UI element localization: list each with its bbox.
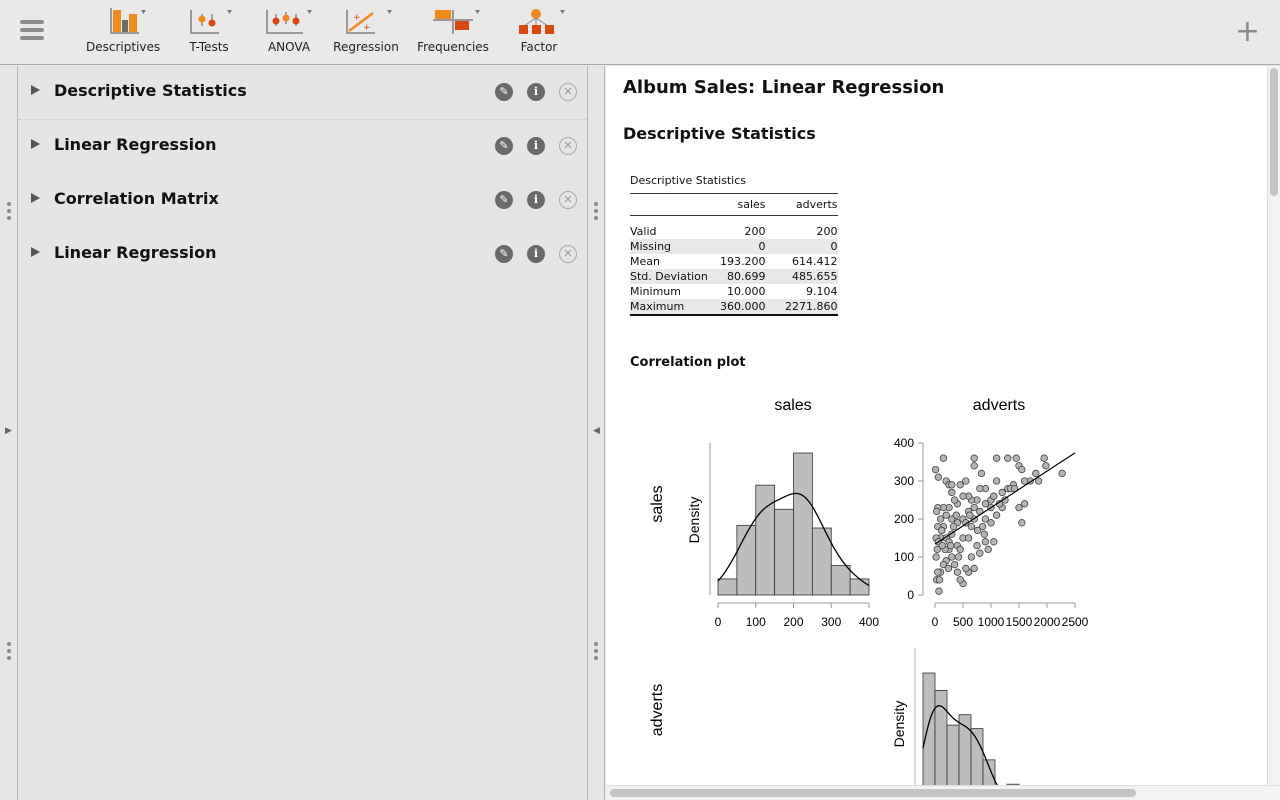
close-icon[interactable]: ✕ bbox=[559, 245, 577, 263]
analysis-title[interactable]: Linear Regression bbox=[54, 243, 217, 262]
scatter-point bbox=[991, 539, 998, 546]
close-icon[interactable]: ✕ bbox=[559, 83, 577, 101]
scatter-point bbox=[985, 546, 992, 553]
histogram-bar bbox=[983, 760, 995, 785]
scatter-point bbox=[957, 577, 964, 584]
scatter-point bbox=[936, 577, 943, 584]
descriptives-button[interactable]: Descriptives bbox=[86, 6, 160, 54]
analysis-item[interactable] bbox=[19, 66, 587, 120]
expand-triangle-icon[interactable] bbox=[31, 85, 40, 95]
histogram-bar bbox=[794, 453, 813, 595]
scatter-point bbox=[949, 482, 956, 489]
regression-button[interactable]: + + Regression bbox=[333, 6, 399, 54]
scatter-point bbox=[939, 542, 946, 549]
histogram-bar bbox=[775, 509, 794, 595]
histogram-bar bbox=[935, 690, 947, 785]
y-tick-label: 200 bbox=[893, 512, 914, 526]
analysis-title[interactable]: Descriptive Statistics bbox=[54, 81, 247, 100]
scatter-point bbox=[940, 455, 947, 462]
histogram-bar bbox=[959, 715, 971, 785]
column-header: sales bbox=[710, 194, 766, 216]
x-tick-label: 2500 bbox=[1061, 615, 1089, 629]
scatter-point bbox=[974, 542, 981, 549]
scatter-point bbox=[963, 478, 970, 485]
row-title: adverts bbox=[649, 683, 666, 737]
scatter-point bbox=[953, 512, 960, 519]
analysis-title[interactable]: Correlation Matrix bbox=[54, 189, 219, 208]
close-icon[interactable]: ✕ bbox=[559, 137, 577, 155]
scatter-point bbox=[988, 520, 995, 527]
table-cell: Minimum bbox=[630, 285, 681, 298]
scatter-point bbox=[933, 508, 940, 515]
factor-icon bbox=[510, 6, 568, 36]
table-cell: Missing bbox=[630, 239, 710, 254]
table-cell: 200 bbox=[744, 225, 766, 238]
scatter-point bbox=[955, 554, 962, 561]
x-tick-label: 1500 bbox=[1005, 615, 1033, 629]
edit-icon[interactable]: ✎ bbox=[495, 245, 513, 263]
info-icon[interactable]: i bbox=[527, 191, 545, 209]
scatter-point bbox=[1019, 466, 1026, 473]
bar-chart-icon bbox=[97, 6, 149, 36]
anova-button[interactable]: ANOVA bbox=[263, 6, 315, 54]
scatter-point bbox=[954, 569, 961, 576]
analysis-item[interactable] bbox=[19, 228, 587, 282]
toolbar bbox=[0, 0, 1280, 65]
panel-splitter[interactable] bbox=[589, 66, 605, 800]
section-heading: Descriptive Statistics bbox=[623, 124, 816, 143]
scatter-point bbox=[966, 512, 973, 519]
x-tick-label: 1000 bbox=[977, 615, 1005, 629]
svg-text:+: + bbox=[363, 23, 371, 33]
expand-arrow-icon[interactable]: ▶ bbox=[5, 426, 12, 436]
x-tick-label: 300 bbox=[821, 615, 842, 629]
scatter-point bbox=[949, 489, 956, 496]
table-cell: 2271.860 bbox=[766, 299, 838, 315]
table-cell: 0 bbox=[766, 239, 838, 254]
scatter-point bbox=[978, 470, 985, 477]
y-axis-label: Density bbox=[686, 496, 702, 544]
info-icon[interactable]: i bbox=[527, 137, 545, 155]
expand-triangle-icon[interactable] bbox=[31, 247, 40, 257]
scatter-point bbox=[938, 527, 945, 534]
histogram-bar bbox=[756, 485, 775, 595]
analysis-item[interactable] bbox=[19, 174, 587, 228]
scatter-point bbox=[1005, 455, 1012, 462]
table-cell: 80.699 bbox=[710, 269, 766, 284]
scatter-point bbox=[957, 546, 964, 553]
table-cell: 614.412 bbox=[792, 255, 838, 268]
scatter-point bbox=[999, 489, 1006, 496]
analysis-title[interactable]: Linear Regression bbox=[54, 135, 217, 154]
y-tick-label: 100 bbox=[893, 550, 914, 564]
x-tick-label: 100 bbox=[745, 615, 766, 629]
scatter-point bbox=[936, 588, 943, 595]
frequencies-icon bbox=[417, 6, 489, 36]
table-cell: 200 bbox=[816, 225, 838, 238]
anova-icon bbox=[263, 6, 315, 36]
x-tick-label: 200 bbox=[783, 615, 804, 629]
scatter-point bbox=[971, 463, 978, 470]
scatter-point bbox=[974, 527, 981, 534]
histogram-bar bbox=[737, 525, 756, 595]
t-tests-button[interactable]: T-Tests bbox=[183, 6, 235, 54]
results-title: Album Sales: Linear Regression bbox=[623, 77, 945, 98]
scatter-point bbox=[951, 561, 958, 568]
scatter-point bbox=[945, 565, 952, 572]
scatter-point bbox=[1021, 501, 1028, 508]
analyses-panel bbox=[19, 66, 588, 800]
table-cell: Mean bbox=[630, 255, 660, 268]
hamburger-icon[interactable] bbox=[20, 20, 44, 44]
scatter-point bbox=[935, 569, 942, 576]
expand-triangle-icon[interactable] bbox=[31, 139, 40, 149]
info-icon[interactable]: i bbox=[527, 83, 545, 101]
correlation-plot bbox=[606, 66, 1267, 785]
scatter-point bbox=[993, 455, 1000, 462]
column-header: adverts bbox=[766, 194, 838, 216]
plus-icon[interactable]: + bbox=[1234, 14, 1260, 49]
scatter-point bbox=[1013, 455, 1020, 462]
scatter-point bbox=[968, 554, 975, 561]
scatter-point bbox=[1019, 520, 1026, 527]
histogram-bar bbox=[831, 566, 850, 595]
histogram-bar bbox=[971, 729, 983, 785]
y-tick-label: 400 bbox=[893, 436, 914, 450]
horizontal-scrollbar[interactable] bbox=[606, 785, 1280, 800]
table-cell: 485.655 bbox=[766, 269, 838, 284]
table-cell: 0 bbox=[710, 239, 766, 254]
scatter-point bbox=[993, 512, 1000, 519]
scatter-point bbox=[932, 466, 939, 473]
scatter-point bbox=[1041, 455, 1048, 462]
table-cell: Maximum bbox=[630, 299, 710, 315]
vertical-scrollbar[interactable] bbox=[1267, 66, 1280, 785]
scatter-point bbox=[935, 474, 942, 481]
scatter-point bbox=[977, 550, 984, 557]
regression-icon bbox=[333, 6, 399, 36]
close-icon[interactable]: ✕ bbox=[559, 191, 577, 209]
scatter-point bbox=[963, 565, 970, 572]
scatter-point bbox=[947, 542, 954, 549]
scatter-point bbox=[950, 523, 957, 530]
scatter-point bbox=[960, 493, 967, 500]
column-title: sales bbox=[774, 397, 812, 414]
results-panel bbox=[606, 66, 1267, 785]
y-axis-label: Density bbox=[891, 700, 907, 748]
y-tick-label: 0 bbox=[907, 588, 914, 602]
table-cell: Valid bbox=[630, 225, 657, 238]
edit-icon[interactable]: ✎ bbox=[495, 137, 513, 155]
factor-button[interactable]: Factor bbox=[510, 6, 568, 54]
scatter-point bbox=[993, 478, 1000, 485]
table-cell: 360.000 bbox=[710, 299, 766, 315]
scatter-point bbox=[965, 535, 972, 542]
scatter-point bbox=[991, 493, 998, 500]
edit-icon[interactable]: ✎ bbox=[495, 191, 513, 209]
histogram-bar bbox=[718, 579, 737, 595]
plot-heading: Correlation plot bbox=[630, 355, 746, 370]
histogram-bar bbox=[850, 579, 869, 595]
x-tick-label: 400 bbox=[858, 615, 880, 629]
table-cell: Std. Deviation bbox=[630, 269, 710, 284]
scatter-point bbox=[933, 554, 940, 561]
ttest-icon bbox=[183, 6, 235, 36]
scatter-point bbox=[1043, 463, 1050, 470]
histogram-bar bbox=[947, 725, 959, 785]
scatter-point bbox=[951, 497, 958, 504]
info-icon[interactable]: i bbox=[527, 245, 545, 263]
table-caption: Descriptive Statistics bbox=[630, 174, 747, 187]
x-tick-label: 0 bbox=[931, 615, 939, 629]
left-collapse-handle[interactable] bbox=[0, 66, 18, 800]
scatter-point bbox=[1059, 470, 1066, 477]
frequencies-button[interactable]: Frequencies bbox=[417, 6, 489, 54]
analysis-item[interactable] bbox=[19, 120, 587, 174]
histogram-bar bbox=[923, 673, 935, 785]
scatter-point bbox=[981, 531, 988, 538]
scatter-point bbox=[1033, 470, 1040, 477]
svg-text:+: + bbox=[353, 13, 361, 23]
x-tick-label: 2000 bbox=[1033, 615, 1061, 629]
y-tick-label: 300 bbox=[893, 474, 914, 488]
column-title: adverts bbox=[972, 397, 1026, 414]
collapse-arrow-icon[interactable]: ◀ bbox=[593, 426, 600, 436]
edit-icon[interactable]: ✎ bbox=[495, 83, 513, 101]
table-cell: 9.104 bbox=[806, 285, 838, 298]
x-tick-label: 500 bbox=[952, 615, 974, 629]
expand-triangle-icon[interactable] bbox=[31, 193, 40, 203]
scatter-point bbox=[971, 455, 978, 462]
x-tick-label: 0 bbox=[714, 615, 722, 629]
scatter-point bbox=[1021, 478, 1028, 485]
table-cell: 10.000 bbox=[727, 285, 766, 298]
table-cell: 193.200 bbox=[720, 255, 766, 268]
scatter-point bbox=[977, 485, 984, 492]
scatter-point bbox=[982, 539, 989, 546]
row-title: sales bbox=[649, 485, 666, 523]
